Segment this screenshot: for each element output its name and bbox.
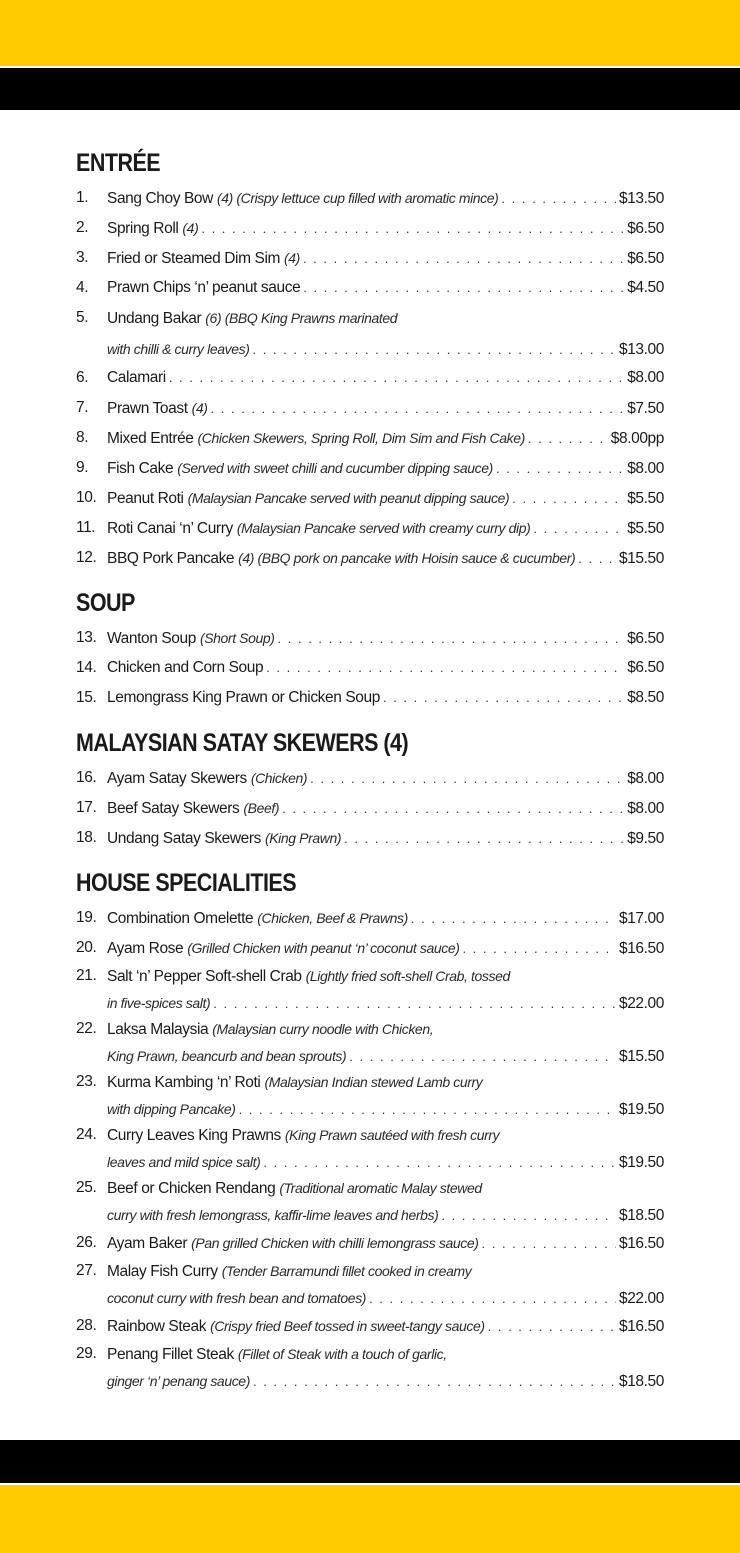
- item-number: 10.: [76, 489, 97, 506]
- item-description: (6) (BBQ King Prawns marinated: [205, 310, 398, 326]
- item-number: 9.: [76, 459, 89, 476]
- item-price: $8.00pp: [610, 430, 664, 447]
- section-title: ENTRÉE: [76, 149, 161, 177]
- item-price: $16.50: [618, 940, 664, 957]
- item-name: Sang Choy Bow: [107, 190, 213, 207]
- menu-item: [76, 543, 664, 573]
- menu-item: [76, 513, 664, 543]
- leader-dots: [528, 424, 608, 454]
- item-name: Roti Canai ‘n’ Curry: [107, 520, 233, 537]
- item-name: Undang Satay Skewers: [107, 830, 261, 847]
- item-description: (Malaysian Pancake served with creamy curry dip): [236, 520, 531, 536]
- menu-item: [76, 793, 664, 823]
- menu-item: [76, 823, 664, 853]
- item-number: 15.: [76, 689, 97, 706]
- leader-dots: [344, 824, 624, 854]
- item-number: 22.: [76, 1020, 97, 1037]
- leader-dots: [488, 1312, 616, 1342]
- item-number: 18.: [76, 829, 97, 846]
- item-number: 5.: [76, 309, 89, 326]
- menu-item: [76, 963, 664, 1016]
- item-price: $6.50: [627, 220, 664, 237]
- menu-item: [76, 483, 664, 513]
- menu-item: [76, 1311, 664, 1341]
- menu-item: [76, 763, 664, 793]
- item-description: (Malaysian Pancake served with peanut dipping sauce): [187, 490, 510, 506]
- item-price: $8.00: [627, 800, 664, 817]
- item-description: (Crispy fried Beef tossed in sweet-tangy sauce): [210, 1318, 485, 1334]
- menu-item: [76, 1122, 664, 1175]
- item-name: Wanton Soup: [107, 630, 196, 647]
- item-price: $22.00: [618, 1290, 664, 1307]
- item-price: $8.00: [627, 770, 664, 787]
- item-price: $8.50: [627, 689, 664, 706]
- item-price: $16.50: [618, 1235, 664, 1252]
- item-number: 29.: [76, 1345, 97, 1362]
- menu-list: [76, 903, 664, 1394]
- item-name: Peanut Roti: [107, 490, 184, 507]
- item-description: (4): [191, 400, 208, 416]
- item-number: 28.: [76, 1317, 97, 1334]
- item-number: 19.: [76, 909, 97, 926]
- item-number: 1.: [76, 189, 89, 206]
- item-price: $6.50: [627, 630, 664, 647]
- item-description: (Fillet of Steak with a touch of garlic,: [237, 1346, 447, 1362]
- menu-item: [76, 1016, 664, 1069]
- menu-list: [76, 623, 664, 713]
- item-name: Spring Roll: [107, 220, 179, 237]
- leader-dots: [369, 1286, 616, 1312]
- item-description: (Chicken): [250, 770, 308, 786]
- leader-dots: [310, 764, 624, 794]
- menu-list: [76, 763, 664, 853]
- item-description: (Pan grilled Chicken with chilli lemongrass sauce): [191, 1235, 479, 1251]
- item-number: 3.: [76, 249, 89, 266]
- menu-item: [76, 453, 664, 483]
- item-name: Mixed Entrée: [107, 430, 194, 447]
- item-description: (Malaysian curry noodle with Chicken,: [212, 1021, 434, 1037]
- leader-dots: [266, 653, 624, 683]
- item-number: 21.: [76, 967, 97, 984]
- item-description: (Chicken Skewers, Spring Roll, Dim Sim and Fish Cake): [197, 430, 525, 446]
- menu-item: [76, 273, 664, 303]
- item-price: $4.50: [627, 279, 664, 296]
- menu-item: [76, 653, 664, 683]
- item-description: (Tender Barramundi fillet cooked in creamy: [221, 1263, 472, 1279]
- leader-dots: [211, 394, 625, 424]
- item-name: Lemongrass King Prawn or Chicken Soup: [107, 689, 380, 706]
- item-price: $8.00: [627, 460, 664, 477]
- item-description: (Grilled Chicken with peanut ‘n’ coconut sauce): [187, 940, 460, 956]
- leader-dots: [263, 1150, 616, 1176]
- item-name: Fried or Steamed Dim Sim: [107, 250, 281, 267]
- item-description-continued: in five-spices salt): [107, 995, 211, 1011]
- section-title: HOUSE SPECIALITIES: [76, 869, 297, 897]
- item-name: Ayam Baker: [107, 1235, 188, 1252]
- item-number: 12.: [76, 549, 97, 566]
- item-price: $15.50: [618, 550, 664, 567]
- item-description-continued: with chilli & curry leaves): [107, 341, 250, 357]
- leader-dots: [278, 624, 625, 654]
- item-number: 14.: [76, 659, 97, 676]
- item-price: $5.50: [627, 520, 664, 537]
- item-name: Calamari: [107, 369, 166, 386]
- leader-dots: [462, 934, 616, 964]
- item-number: 24.: [76, 1126, 97, 1143]
- item-description: (4) (BBQ pork on pancake with Hoisin sauce & cucumber): [238, 550, 576, 566]
- item-description-continued: ginger ‘n’ penang sauce): [107, 1373, 250, 1389]
- item-price: $7.50: [627, 400, 664, 417]
- item-description-continued: curry with fresh lemongrass, kaffir-lime leaves and herbs): [107, 1207, 439, 1223]
- item-name: Laksa Malaysia: [107, 1021, 209, 1038]
- item-number: 17.: [76, 799, 97, 816]
- item-price: $6.50: [627, 659, 664, 676]
- item-name: Malay Fish Curry: [107, 1263, 218, 1280]
- item-price: $16.50: [618, 1318, 664, 1335]
- menu-item: [76, 903, 664, 933]
- section-title: MALAYSIAN SATAY SKEWERS (4): [76, 729, 409, 757]
- menu-item: [76, 1175, 664, 1228]
- leader-dots: [578, 544, 616, 574]
- menu-item: [76, 1228, 664, 1258]
- item-description-continued: leaves and mild spice salt): [107, 1154, 261, 1170]
- item-number: 20.: [76, 939, 97, 956]
- item-price: $15.50: [618, 1048, 664, 1065]
- menu-item: [76, 303, 664, 363]
- item-name: Salt ‘n’ Pepper Soft-shell Crab: [107, 968, 302, 985]
- item-description: (4) (Crispy lettuce cup filled with aromatic mince): [216, 190, 499, 206]
- item-description: (King Prawn): [264, 830, 342, 846]
- item-description: (Traditional aromatic Malay stewed: [279, 1180, 482, 1196]
- item-number: 4.: [76, 279, 89, 296]
- item-name: Kurma Kambing ‘n’ Roti: [107, 1074, 261, 1091]
- menu-item: [76, 423, 664, 453]
- item-name: Ayam Rose: [107, 940, 184, 957]
- leader-dots: [411, 904, 616, 934]
- item-name: Beef or Chicken Rendang: [107, 1180, 276, 1197]
- item-name: Combination Omelette: [107, 910, 254, 927]
- leader-dots: [501, 184, 616, 214]
- item-number: 7.: [76, 399, 89, 416]
- menu-item: [76, 1069, 664, 1122]
- item-description-continued: coconut curry with fresh bean and tomatoes): [107, 1290, 367, 1306]
- menu-item: [76, 1341, 664, 1394]
- item-price: $5.50: [627, 490, 664, 507]
- item-description: (Beef): [243, 800, 280, 816]
- leader-dots: [383, 683, 624, 713]
- leader-dots: [201, 214, 624, 244]
- leader-dots: [349, 1044, 616, 1070]
- leader-dots: [239, 1097, 616, 1123]
- menu-item: [76, 1258, 664, 1311]
- item-price: $13.00: [618, 341, 664, 358]
- item-price: $18.50: [618, 1207, 664, 1224]
- item-name: Beef Satay Skewers: [107, 800, 240, 817]
- item-number: 25.: [76, 1179, 97, 1196]
- section-title: SOUP: [76, 589, 135, 617]
- item-price: $22.00: [618, 995, 664, 1012]
- item-number: 6.: [76, 369, 89, 386]
- item-number: 26.: [76, 1234, 97, 1251]
- leader-dots: [533, 514, 624, 544]
- item-price: $6.50: [627, 250, 664, 267]
- item-description-continued: with dipping Pancake): [107, 1101, 236, 1117]
- leader-dots: [441, 1203, 616, 1229]
- leader-dots: [512, 484, 624, 514]
- item-number: 8.: [76, 429, 89, 446]
- item-description-continued: King Prawn, beancurb and bean sprouts): [107, 1048, 347, 1064]
- item-name: Rainbow Steak: [107, 1318, 207, 1335]
- menu-item: [76, 933, 664, 963]
- leader-dots: [496, 454, 624, 484]
- menu-item: [76, 213, 664, 243]
- menu-item: [76, 243, 664, 273]
- leader-dots: [282, 794, 624, 824]
- item-price: $9.50: [627, 830, 664, 847]
- top-yellow-band: [0, 0, 740, 66]
- item-name: Fish Cake: [107, 460, 174, 477]
- item-description: (Chicken, Beef & Prawns): [257, 910, 408, 926]
- item-name: Curry Leaves King Prawns: [107, 1127, 281, 1144]
- item-price: $19.50: [618, 1101, 664, 1118]
- item-name: Undang Bakar: [107, 310, 202, 327]
- item-price: $17.00: [618, 910, 664, 927]
- top-black-band: [0, 68, 740, 110]
- item-price: $8.00: [627, 369, 664, 386]
- leader-dots: [303, 273, 624, 303]
- bottom-yellow-band: [0, 1485, 740, 1553]
- menu-item: [76, 683, 664, 713]
- leader-dots: [213, 991, 616, 1017]
- item-number: 27.: [76, 1262, 97, 1279]
- item-name: Ayam Satay Skewers: [107, 770, 247, 787]
- leader-dots: [169, 363, 624, 393]
- item-number: 11.: [76, 519, 96, 536]
- menu-list: [76, 183, 664, 573]
- leader-dots: [252, 335, 616, 365]
- item-name: Prawn Chips ‘n’ peanut sauce: [107, 279, 301, 296]
- item-price: $18.50: [618, 1373, 664, 1390]
- item-price: $19.50: [618, 1154, 664, 1171]
- item-name: Chicken and Corn Soup: [107, 659, 264, 676]
- item-description: (Lightly fried soft-shell Crab, tossed: [305, 968, 510, 984]
- bottom-black-band: [0, 1440, 740, 1483]
- item-name: Penang Fillet Steak: [107, 1346, 234, 1363]
- item-number: 16.: [76, 769, 97, 786]
- item-number: 2.: [76, 219, 89, 236]
- item-number: 23.: [76, 1073, 97, 1090]
- item-description: (4): [182, 220, 199, 236]
- menu-item: [76, 393, 664, 423]
- leader-dots: [482, 1229, 616, 1259]
- leader-dots: [303, 244, 624, 274]
- item-description: (Served with sweet chilli and cucumber dipping sauce): [177, 460, 493, 476]
- leader-dots: [253, 1369, 616, 1395]
- menu-content: [76, 143, 664, 1404]
- item-description: (Short Soup): [199, 630, 275, 646]
- item-description: (King Prawn sautéed with fresh curry: [284, 1127, 500, 1143]
- item-name: Prawn Toast: [107, 400, 188, 417]
- item-description: (4): [284, 250, 300, 266]
- item-name: BBQ Pork Pancake: [107, 550, 235, 567]
- item-price: $13.50: [618, 190, 664, 207]
- menu-item: [76, 363, 664, 393]
- menu-item: [76, 623, 664, 653]
- item-number: 13.: [76, 629, 97, 646]
- item-description: (Malaysian Indian stewed Lamb curry: [264, 1074, 483, 1090]
- menu-item: [76, 183, 664, 213]
